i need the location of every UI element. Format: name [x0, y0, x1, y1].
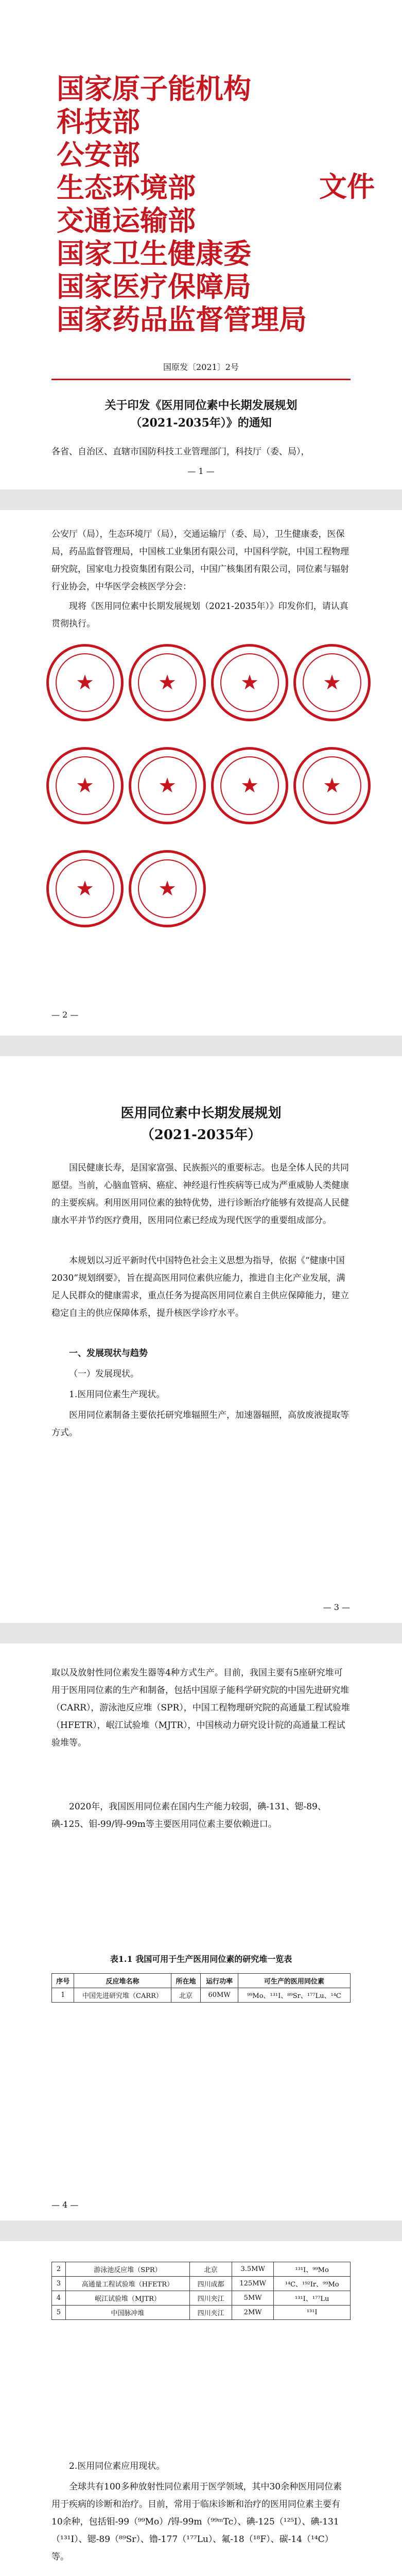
page-number: — 4 — — [51, 2200, 79, 2210]
notice-title: 关于印发《医用同位素中长期发展规划 （2021-2035年）》的通知 — [104, 399, 298, 430]
table-header: 运行功率 — [201, 1974, 238, 1988]
table-cell: 60MW — [201, 1988, 238, 2003]
table-cell: ¹³¹I、¹⁷⁷Lu — [274, 2291, 351, 2306]
table-cell: ⁹⁹Mo、¹³¹I、⁸⁹Sr、¹⁷⁷Lu、¹⁴C — [238, 1988, 350, 2003]
notice-body: 现将《医用同位素中长期发展规划（2021-2035年）》印发你们，请认真贯彻执行。 — [51, 601, 348, 629]
page-number: — 1 — — [187, 466, 215, 476]
org-name: 科技部 — [57, 105, 140, 138]
table-cell: 2 — [52, 2262, 66, 2277]
reactor-table-cont — [51, 2262, 351, 2320]
page-4 — [0, 1643, 402, 2221]
table-cell: 3.5MW — [232, 2262, 274, 2277]
table-cell: 3 — [52, 2277, 66, 2291]
section-heading: 一、发展现状与趋势 — [69, 1348, 148, 1359]
table-cell: 高通量工程试验堆（HFETR） — [65, 2277, 189, 2291]
page-number: — 2 — — [51, 1010, 79, 1020]
table-cell: ¹⁴C、¹⁹²Ir、⁹⁹Mo — [274, 2277, 351, 2291]
paragraph: 2020年，我国医用同位素在国内生产能力较弱，碘-131、锶-89、碘-125、钼-99/锝-99m等主要医用同位素主要依赖进口。 — [51, 1802, 326, 1829]
org-name: 国家原子能机构 — [57, 72, 251, 105]
paragraph: 全球共有100多种放射性同位素用于医学领域，其中30余种医用同位素用于疾病的诊断和治疗。目前，常用于临床诊断和治疗的医用同位素主要有10余种，包括钼-99（⁹⁹Mo）/锝-99m（⁹⁹ᵐTc）、碘-125（¹²⁵I）、碘-131（¹³¹I）、锶-89（⁸⁹Sr）、镥-177（¹⁷⁷Lu）、氟-18（¹⁸F）、碳-14（¹⁴C）等。 — [51, 2482, 342, 2562]
table-title: 表1.1 我国可用于生产医用同位素的研究堆一览表 — [110, 1954, 292, 1964]
page-gap — [0, 1036, 402, 1056]
official-seal: ★ — [129, 850, 206, 927]
table-cell: 游泳池反应堆（SPR） — [65, 2262, 189, 2277]
page-gap — [0, 1623, 402, 1643]
org-name: 交通运输部 — [57, 204, 196, 237]
page-gap — [0, 2221, 402, 2241]
table-row — [52, 2277, 351, 2291]
official-seal: ★ — [129, 644, 206, 721]
addressees: 各省、自治区、直辖市国防科技工业管理部门，科技厅（委、局）， — [51, 447, 310, 457]
official-seal: ★ — [46, 850, 124, 927]
table-header-row — [52, 1974, 351, 1988]
table-cell: 北京 — [190, 2262, 232, 2277]
table-row — [52, 2306, 351, 2320]
official-seal: ★ — [211, 747, 288, 824]
table-header: 可生产的医用同位素 — [238, 1974, 350, 1988]
paragraph: 取以及放射性同位素发生器等4种方式生产。目前，我国主要有5座研究堆可用于医用同位素的生产和制备，包括中国原子能科学研究院的中国先进研究堆（CARR），游泳池反应堆（SPR），中国工程物理研究院的高通量工程试验堆（HFETR），岷江试验堆（MJTR），中国核动力研究设计院的高通量工程试验堆等。 — [51, 1668, 350, 1748]
table-header: 所在地 — [171, 1974, 201, 1988]
table-cell: 四川成都 — [190, 2277, 232, 2291]
table-cell: 5 — [52, 2306, 66, 2320]
table-row — [52, 1988, 351, 2003]
table-header: 序号 — [52, 1974, 74, 1988]
red-rule — [51, 379, 351, 380]
table-cell: 2MW — [232, 2306, 274, 2320]
document-word: 文件 — [319, 170, 375, 203]
org-name: 生态环境部 — [57, 171, 196, 204]
table-cell: 北京 — [171, 1988, 201, 2003]
official-seal: ★ — [129, 747, 206, 824]
official-seal: ★ — [46, 644, 124, 721]
table-cell: ¹³¹I、⁹⁹Mo — [274, 2262, 351, 2277]
official-seal: ★ — [211, 644, 288, 721]
org-name: 国家药品监督管理局 — [57, 303, 307, 336]
sub-heading: 1.医用同位素生产现状。 — [69, 1389, 165, 1400]
plan-title: 医用同位素中长期发展规划 （2021-2035年） — [120, 1106, 282, 1143]
table-cell: 中国先进研究堆（CARR） — [74, 1988, 171, 2003]
table-cell: 4 — [52, 2291, 66, 2306]
table-cell: 中国脉冲堆 — [65, 2306, 189, 2320]
paragraph: 医用同位素制备主要依托研究堆辐照生产，加速器辐照，高放废液提取等方式。 — [51, 1410, 349, 1438]
org-name: 国家卫生健康委 — [57, 237, 251, 270]
page-1 — [0, 0, 402, 489]
table-cell: 5MW — [232, 2291, 274, 2306]
page-3 — [0, 1056, 402, 1623]
table-cell: 四川夹江 — [190, 2291, 232, 2306]
official-seal: ★ — [293, 644, 371, 721]
table-row — [52, 2291, 351, 2306]
table-row — [52, 2262, 351, 2277]
page-5 — [0, 2241, 402, 2576]
addressees-cont: 公安厅（局），生态环境厅（局），交通运输厅（委、局），卫生健康委，医保局，药品监督管理局，中国核工业集团有限公司，中国科学院，中国工程物理研究院，国家电力投资集团有限公司，中国广核集团有限公司，同位素与辐射行业协会，中华医学会核医学分会： — [51, 529, 349, 592]
table-cell: ¹³¹I — [274, 2306, 351, 2320]
official-seal: ★ — [293, 747, 371, 824]
reactor-table — [51, 1973, 351, 2003]
table-header: 反应堆名称 — [74, 1974, 171, 1988]
org-name: 公安部 — [57, 138, 140, 171]
official-seal: ★ — [46, 747, 124, 824]
sub-heading: （一）发展现状。 — [69, 1369, 139, 1379]
table-cell: 岷江试验堆（MJTR） — [65, 2291, 189, 2306]
doc-number: 国原发〔2021〕2号 — [163, 362, 239, 372]
sub-heading: 2.医用同位素应用现状。 — [69, 2461, 165, 2471]
page-number: — 3 — — [323, 1602, 350, 1612]
org-list — [57, 72, 307, 336]
paragraph: 本规划以习近平新时代中国特色社会主义思想为指导，依据《“健康中国2030”规划纲要》，旨在提高医用同位素供应能力，推进自主化产业发展，满足人民群众的健康需求，重点任务为提高医用同位素自主供应保障能力，建立稳定自主的供应保障体系，提升核医学诊疗水平。 — [51, 1256, 349, 1318]
table-cell: 四川夹江 — [190, 2306, 232, 2320]
table-cell: 1 — [52, 1988, 74, 2003]
page-2 — [0, 510, 402, 1036]
table-cell: 125MW — [232, 2277, 274, 2291]
org-name: 国家医疗保障局 — [57, 270, 251, 303]
page-gap — [0, 489, 402, 510]
paragraph: 国民健康长寿，是国家富强、民族振兴的重要标志。也是全体人民的共同愿望。当前，心脑血管病、癌症、神经退行性疾病等已成为严重威胁人类健康的主要疾病。利用医用同位素的独特优势，进行诊断治疗能够有效提高人民健康水平并节约医疗费用，医用同位素已经成为现代医学的重要组成部分。 — [51, 1163, 349, 1226]
